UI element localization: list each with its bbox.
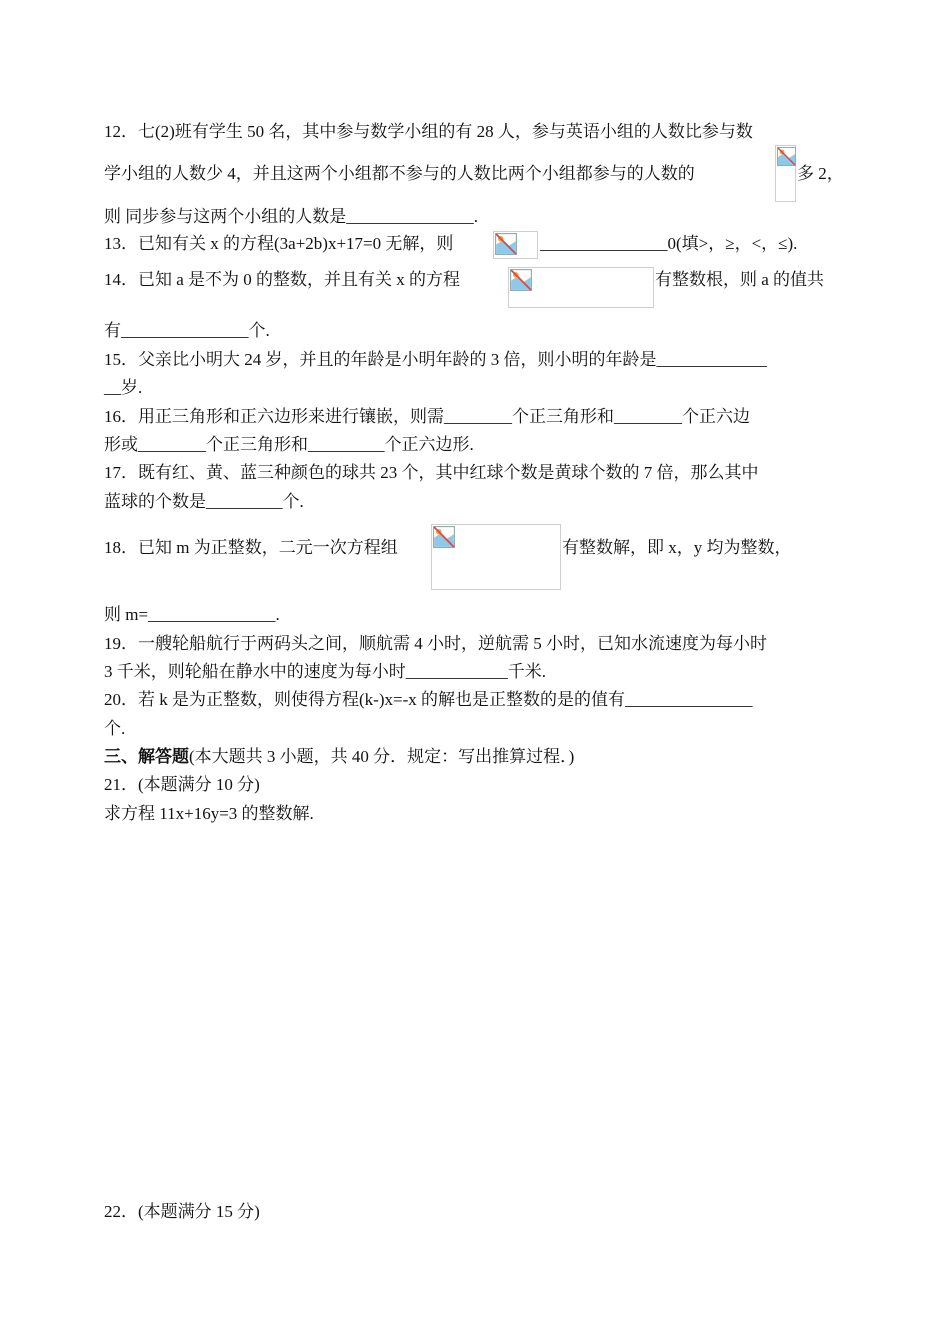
broken-image-icon	[493, 231, 538, 259]
broken-image-icon	[775, 145, 796, 202]
q13-text-b: _______________0(填>，≥，<，≤).	[540, 234, 798, 253]
q22-header: 22．(本题满分 15 分)	[104, 1202, 260, 1221]
q18-text-b: 有整数解，即 x，y 均为整数，	[562, 538, 792, 557]
q21-text: 求方程 11x+16y=3 的整数解.	[104, 804, 314, 823]
q16-line2: 形或________个正三角形和_________个正六边形.	[104, 435, 474, 454]
q15-line1: 15．父亲比小明大 24 岁，并且的年龄是小明年龄的 3 倍，则小明的年龄是_____________	[104, 350, 767, 369]
q18-text-a: 18．已知 m 为正整数，二元一次方程组	[104, 538, 398, 557]
broken-image-icon	[508, 267, 654, 308]
section-note: (本大题共 3 小题，共 40 分．规定：写出推算过程．)	[189, 747, 575, 766]
q15-line2: __岁.	[104, 378, 143, 397]
q17-line2: 蓝球的个数是_________个.	[104, 492, 304, 511]
q20-line1: 20．若 k 是为正整数，则使得方程(k-)x=-x 的解也是正整数的是的值有_______________	[104, 690, 753, 709]
q19-line1: 19．一艘轮船航行于两码头之间，顺航需 4 小时，逆航需 5 小时，已知水流速度为每小时	[104, 634, 767, 653]
q14-line2: 有_______________个.	[104, 321, 270, 340]
q20-line2: 个.	[104, 719, 126, 738]
q14-text-b: 有整数根，则 a 的值共	[655, 270, 825, 289]
q17-line1: 17．既有红、黄、蓝三种颜色的球共 23 个，其中红球个数是黄球个数的 7 倍，那么其中	[104, 463, 759, 482]
q12-line1: 12．七(2)班有学生 50 名，其中参与数学小组的有 28 人，参与英语小组的人数比参与数	[104, 122, 753, 141]
q13-text-a: 13．已知有关 x 的方程(3a+2b)x+17=0 无解，则	[104, 234, 454, 253]
q12-line2a: 学小组的人数少 4，并且这两个小组都不参与的人数比两个小组都参与的人数的	[104, 164, 695, 183]
q18-line2: 则 m=_______________.	[104, 605, 280, 624]
q12-line2b: 多 2，	[797, 164, 844, 183]
broken-image-icon	[431, 524, 561, 590]
q16-line1: 16．用正三角形和正六边形来进行镶嵌，则需________个正三角形和________个正六边	[104, 407, 750, 426]
q14-text-a: 14．已知 a 是不为 0 的整数，并且有关 x 的方程	[104, 270, 461, 289]
q12-line3: 则 同步参与这两个小组的人数是_______________.	[104, 207, 478, 226]
q19-line2: 3 千米，则轮船在静水中的速度为每小时____________千米.	[104, 662, 546, 681]
section-title: 三、解答题	[104, 747, 189, 767]
q21-header: 21．(本题满分 10 分)	[104, 775, 260, 794]
section-heading	[104, 746, 574, 768]
